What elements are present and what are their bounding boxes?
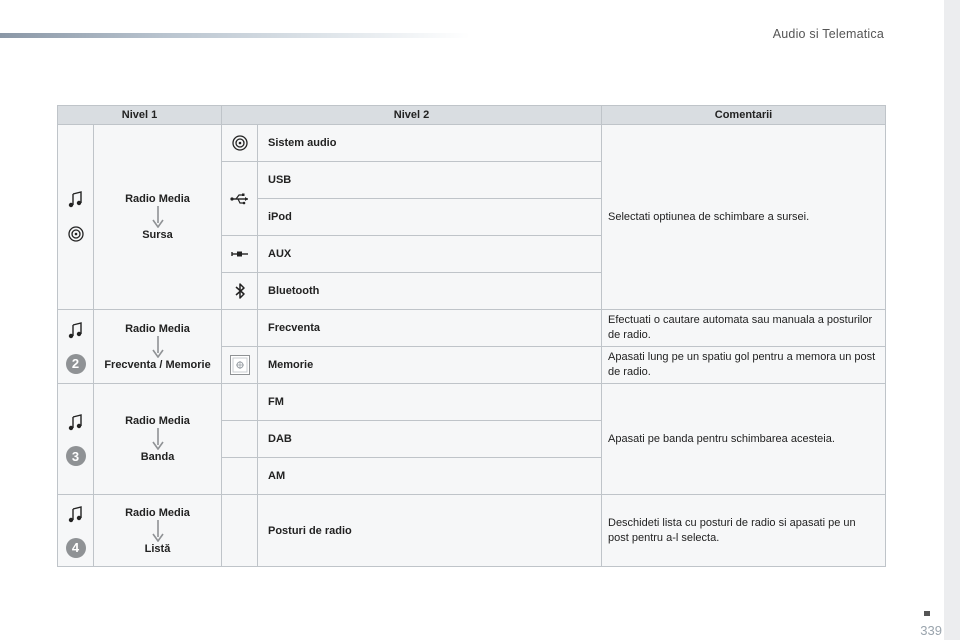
row-icon-cell	[222, 310, 258, 347]
level1-bottom-label: Banda	[140, 451, 175, 463]
group1-level1	[94, 125, 222, 310]
level2-am: AM	[258, 458, 602, 495]
level2-ipod: iPod	[258, 199, 602, 236]
level2-frecventa: Frecventa	[258, 310, 602, 347]
music-note-icon	[65, 504, 87, 526]
level1-top-label: Radio Media	[125, 506, 190, 519]
header-nivel-1: Nivel 1	[58, 106, 222, 125]
group3-comment: Apasati pe banda pentru schimbarea acesteia.	[602, 384, 886, 495]
table-row	[58, 310, 886, 347]
level2-usb: USB	[258, 162, 602, 199]
level1-bottom-label: Sursa	[142, 229, 173, 241]
music-note-icon	[65, 189, 87, 211]
memory-preset-icon	[229, 354, 251, 376]
arrow-down-icon	[152, 520, 164, 542]
level1-top-label: Radio Media	[125, 322, 190, 335]
level1-bottom-label: Listă	[144, 542, 171, 555]
header-nivel-2: Nivel 2	[222, 106, 602, 125]
section-title: Audio si Telematica	[772, 27, 884, 41]
level1-top-label: Radio Media	[125, 193, 190, 205]
table-row	[58, 125, 886, 162]
level2-dab: DAB	[258, 421, 602, 458]
group4-icons	[58, 495, 94, 567]
header-comentarii: Comentarii	[602, 106, 886, 125]
row-icon-cell	[222, 162, 258, 236]
aux-jack-icon	[229, 243, 251, 265]
row-icon-cell	[222, 384, 258, 421]
group3-icons	[58, 384, 94, 495]
source-icon	[65, 223, 87, 245]
level2-posturi-de-radio: Posturi de radio	[258, 495, 602, 567]
usb-icon	[229, 188, 251, 210]
level2-memorie: Memorie	[258, 347, 602, 384]
step-badge: 3	[66, 446, 86, 466]
table-row	[58, 495, 886, 567]
level2-fm: FM	[258, 384, 602, 421]
group3-level1	[94, 384, 222, 495]
row-icon-cell	[222, 273, 258, 310]
step-badge: 4	[66, 538, 86, 558]
step-badge: 2	[66, 354, 86, 374]
row-icon-cell	[222, 236, 258, 273]
music-note-icon	[65, 412, 87, 434]
side-strip	[944, 0, 960, 640]
row-icon-cell	[222, 347, 258, 384]
comment-frecventa: Efectuati o cautare automata sau manuala a posturilor de radio.	[602, 310, 886, 347]
group4-level1	[94, 495, 222, 567]
table-header-row	[58, 106, 886, 125]
page-number: 339	[920, 623, 942, 638]
level1-bottom-label: Frecventa / Memorie	[104, 358, 211, 371]
footer-marker	[924, 611, 930, 616]
arrow-down-icon	[152, 336, 164, 358]
group2-level1	[94, 310, 222, 384]
arrow-down-icon	[152, 206, 164, 228]
music-note-icon	[65, 320, 87, 342]
row-icon-cell	[222, 495, 258, 567]
arrow-down-icon	[152, 428, 164, 450]
table-row	[58, 384, 886, 421]
level2-bluetooth: Bluetooth	[258, 273, 602, 310]
level2-sistem-audio: Sistem audio	[258, 125, 602, 162]
group1-comment: Selectati optiunea de schimbare a sursei.	[602, 125, 886, 310]
comment-memorie: Apasati lung pe un spatiu gol pentru a memora un post de radio.	[602, 347, 886, 384]
group2-icons	[58, 310, 94, 384]
source-icon	[229, 132, 251, 154]
row-icon-cell	[222, 458, 258, 495]
menu-table	[57, 105, 886, 567]
bluetooth-icon	[229, 280, 251, 302]
group1-icons	[58, 125, 94, 310]
top-decorative-bar	[0, 33, 470, 38]
level1-top-label: Radio Media	[125, 415, 190, 427]
level2-aux: AUX	[258, 236, 602, 273]
row-icon-cell	[222, 125, 258, 162]
row-icon-cell	[222, 421, 258, 458]
group4-comment: Deschideti lista cu posturi de radio si apasati pe un post pentru a-l selecta.	[602, 495, 886, 567]
